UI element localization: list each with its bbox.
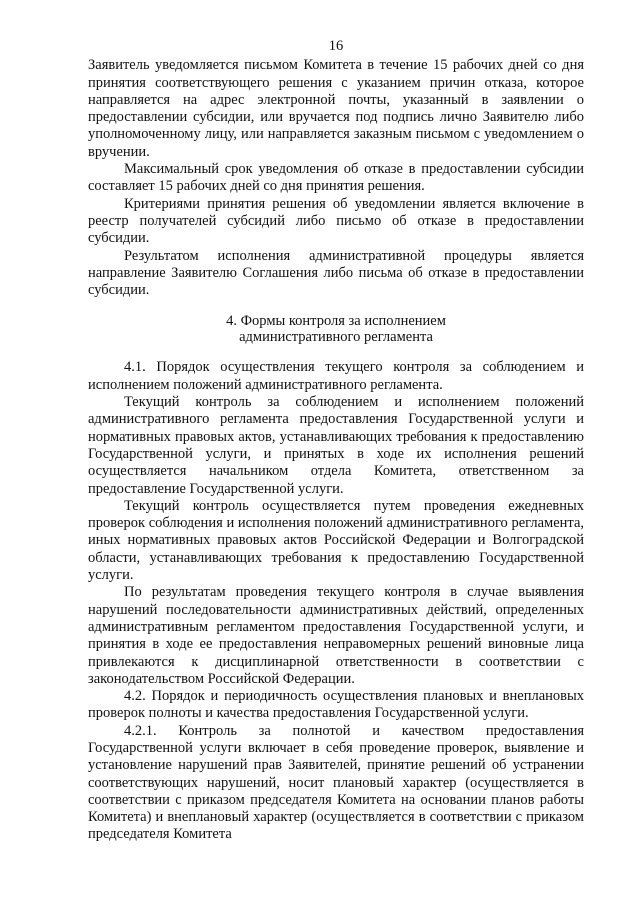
paragraph-result: Результатом исполнения административной процедуры является направление Заявителю Соглашения либо письма об отказе в предоставлении субсидии. — [88, 247, 584, 299]
paragraph-4-2: 4.2. Порядок и периодичность осуществления плановых и внеплановых проверок полноты и качества предоставления Государственной услуги. — [88, 688, 584, 722]
paragraph-current-control: Текущий контроль за соблюдением и исполнением положений административного регламента предоставления Государственной услуги и нормативных правовых актов, устанавливающих требования к предоставлению Государственной услуги, и принятых в ходе их исполнения решений осуществляется начальником отдела Комитета, ответственном за предоставление Государственной услуги. — [88, 394, 584, 497]
document-page — [88, 38, 584, 844]
page-number: 16 — [328, 38, 344, 54]
paragraph-violations: По результатам проведения текущего контроля в случае выявления нарушений последовательности административных действий, определенных административным регламентом предоставления Государственной услуги, и принятия в ходе ее предоставления неправомерных решений виновные лица привлекаются к дисциплинарной ответственности в соответствии с законодательством Российской Федерации. — [88, 584, 584, 687]
section-heading-line2: административного регламента — [239, 329, 433, 346]
section-heading-line1: 4. Формы контроля за исполнением — [226, 313, 446, 330]
paragraph-criteria: Критериями принятия решения об уведомлении является включение в реестр получателей субсидий либо письмо об отказе в предоставлении субсидии. — [88, 195, 584, 247]
paragraph-4-2-1: 4.2.1. Контроль за полнотой и качеством предоставления Государственной услуги включает в себя проведение проверок, выявление и установление нарушений прав Заявителей, принятие решений об устранении соответствующих нарушений, носит плановый характер (осуществляется в соответствии с приказом председателя Комитета на основании планов работы Комитета) и внеплановый характер (осуществляется в соответствии с приказом председателя Комитета — [88, 722, 584, 843]
paragraph-max-term: Максимальный срок уведомления об отказе в предоставлении субсидии составляет 15 рабочих дней со дня принятия решения. — [88, 161, 584, 195]
section-heading — [88, 313, 584, 345]
paragraph-daily-checks: Текущий контроль осуществляется путем проведения ежедневных проверок соблюдения и исполнения положений административного регламента, иных нормативных правовых актов Российской Федерации и Волгоградской области, устанавливающих требования к предоставлению Государственной услуги. — [88, 497, 584, 584]
paragraph-notification: Заявитель уведомляется письмом Комитета в течение 15 рабочих дней со дня принятия соответствующего решения с указанием причин отказа, которое направляется на адрес электронной почты, указанный в заявлении о предоставлении субсидии, или вручается под подпись лично Заявителю либо уполномоченному лицу, или направляется заказным письмом с уведомлением о вручении. — [88, 57, 584, 160]
paragraph-4-1: 4.1. Порядок осуществления текущего контроля за соблюдением и исполнением положений административного регламента. — [88, 359, 584, 393]
